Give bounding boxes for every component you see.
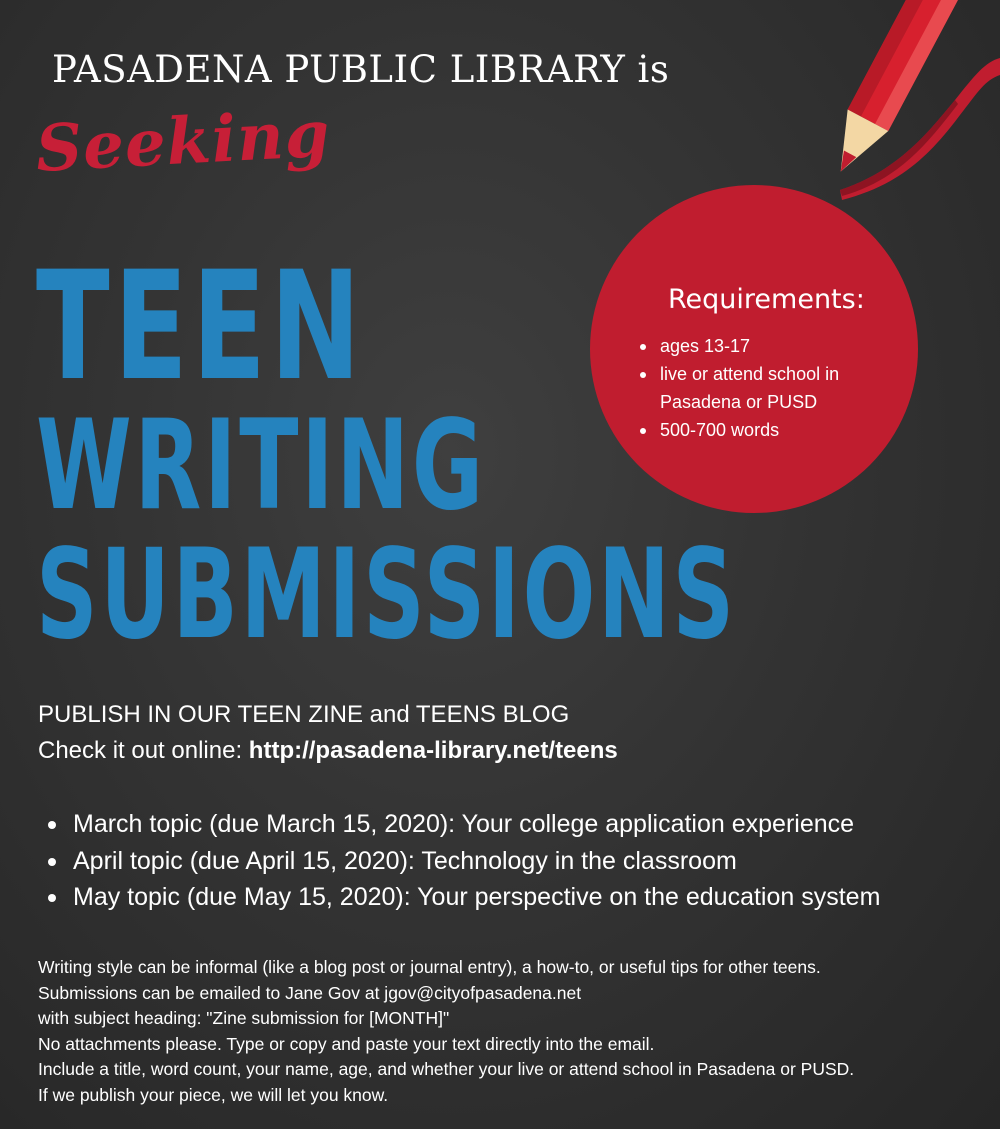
topics-list [48, 806, 880, 916]
check-prefix: Check it out online: [38, 737, 249, 764]
requirement-item: 500-700 words [640, 416, 890, 444]
headline-writing: WRITING [36, 394, 486, 538]
requirements-list [640, 332, 890, 444]
note-line: Writing style can be informal (like a blog post or journal entry), a how-to, or useful tips for other teens. [38, 957, 821, 977]
requirement-item: live or attend school in Pasadena or PUSD [640, 360, 890, 416]
header-title: PASADENA PUBLIC LIBRARY is [52, 48, 670, 91]
red-pencil-icon [780, 0, 1000, 215]
requirement-item: ages 13-17 [640, 332, 890, 360]
headline-teen: TEEN [36, 240, 365, 414]
submission-notes [38, 955, 854, 1108]
topic-item: April topic (due April 15, 2020): Technology in the classroom [48, 843, 880, 880]
teens-url-link[interactable]: http://pasadena-library.net/teens [248, 737, 618, 764]
topic-item: March topic (due March 15, 2020): Your college application experience [48, 806, 880, 843]
requirements-title: Requirements: [668, 284, 865, 315]
note-line: Submissions can be emailed to Jane Gov at jgov@cityofpasadena.net [38, 982, 582, 1003]
publish-line: PUBLISH IN OUR TEEN ZINE and TEENS BLOG [38, 701, 570, 728]
note-line: Include a title, word count, your name, age, and whether your live or attend school in Pasadena or PUSD. [38, 1059, 855, 1079]
headline-submissions: SUBMISSIONS [36, 523, 737, 667]
note-line: If we publish your piece, we will let you know. [38, 1084, 389, 1105]
note-line: No attachments please. Type or copy and paste your text directly into the email. [38, 1033, 655, 1054]
check-online-line [38, 733, 618, 769]
topic-item: May topic (due May 15, 2020): Your perspective on the education system [48, 879, 880, 916]
note-line: with subject heading: "Zine submission for [MONTH]" [38, 1008, 450, 1028]
seeking-script-text: Seeking [34, 96, 333, 187]
